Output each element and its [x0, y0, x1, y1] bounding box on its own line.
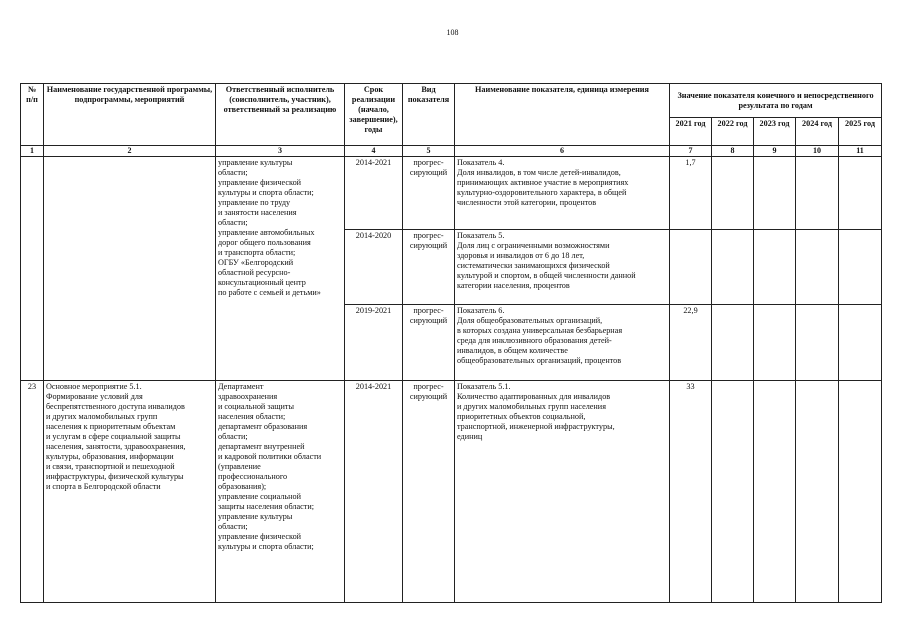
column-number: 6 — [455, 146, 670, 157]
header-responsible: Ответственный исполнитель (соисполнитель, участник), ответственный за реализацию — [216, 84, 345, 146]
row-period: 2014-2020 — [345, 229, 403, 304]
row-period: 2014-2021 — [345, 156, 403, 229]
row-value — [712, 304, 754, 380]
row-value — [712, 380, 754, 602]
row-value — [839, 304, 882, 380]
row-num: 23 — [21, 380, 44, 602]
row-value — [839, 380, 882, 602]
row-value: 1,7 — [670, 156, 712, 229]
header-year: 2024 год — [796, 118, 839, 146]
header-year: 2025 год — [839, 118, 882, 146]
header-kind: Вид показателя — [403, 84, 455, 146]
column-number: 8 — [712, 146, 754, 157]
row-kind: прогрес- сирующий — [403, 156, 455, 229]
column-number: 10 — [796, 146, 839, 157]
row-period: 2014-2021 — [345, 380, 403, 602]
row-indicator: Показатель 4. Доля инвалидов, в том числе детей-инвалидов, принимающих активное участие в мероприятиях культурно-оздоровительного характера, в общей численности этой категории, процентов — [455, 156, 670, 229]
header-indicator: Наименование показателя, единица измерения — [455, 84, 670, 146]
row-value — [839, 156, 882, 229]
row-value — [754, 304, 796, 380]
row-indicator: Показатель 5. Доля лиц с ограниченными возможностями здоровья и инвалидов от 6 до 18 лет, систематически занимающихся физической культурой и спортом, в общей численности данной категории населения, процентов — [455, 229, 670, 304]
row-value — [712, 156, 754, 229]
row-kind: прогрес- сирующий — [403, 380, 455, 602]
row-kind: прогрес- сирующий — [403, 304, 455, 380]
table-row — [21, 380, 882, 602]
header-value-group: Значение показателя конечного и непосредственного результата по годам — [670, 84, 882, 118]
row-num — [21, 156, 44, 380]
row-value — [796, 304, 839, 380]
row-name: Основное мероприятие 5.1. Формирование условий для беспрепятственного доступа инвалидов и других маломобильных групп населения к приоритетным объектам и услугам в сфере социальной защиты населения, занятости, здравоохранения, культуры, образования, информации и связи, транспортной и пешеходной инфраструктуры, физической культуры и спорта в Белгородской области — [44, 380, 216, 602]
row-responsible: Департамент здравоохранения и социальной защиты населения области; департамент образования области; департамент внутренней и кадровой политики области (управление профессионального образования); управление социальной защиты населения области; управление культуры области; управление физической культуры и спорта области; — [216, 380, 345, 602]
column-number-row — [21, 146, 882, 157]
row-indicator: Показатель 5.1. Количество адаптированных для инвалидов и других маломобильных групп населения приоритетных объектов социальной, транспортной, инженерной инфраструктуры, единиц — [455, 380, 670, 602]
header-year: 2023 год — [754, 118, 796, 146]
row-kind: прогрес- сирующий — [403, 229, 455, 304]
column-number: 5 — [403, 146, 455, 157]
row-responsible: управление культуры области; управление физической культуры и спорта области; управление по труду и занятости населения области; управление автомобильных дорог общего пользования и транспорта области; ОГБУ «Белгородский областной ресурсно- консультационный центр по работе с семьей и детьми» — [216, 156, 345, 380]
column-number: 2 — [44, 146, 216, 157]
row-name — [44, 156, 216, 380]
row-value — [754, 380, 796, 602]
header-year: 2021 год — [670, 118, 712, 146]
column-number: 3 — [216, 146, 345, 157]
header-year: 2022 год — [712, 118, 754, 146]
column-number: 4 — [345, 146, 403, 157]
row-value — [670, 229, 712, 304]
column-number: 9 — [754, 146, 796, 157]
row-value — [754, 156, 796, 229]
row-period: 2019-2021 — [345, 304, 403, 380]
table-row — [21, 156, 882, 229]
header-name: Наименование государственной программы, подпрограммы, мероприятий — [44, 84, 216, 146]
column-number: 1 — [21, 146, 44, 157]
row-value — [796, 380, 839, 602]
row-value — [839, 229, 882, 304]
column-number: 11 — [839, 146, 882, 157]
row-value: 22,9 — [670, 304, 712, 380]
row-indicator: Показатель 6. Доля общеобразовательных организаций, в которых создана универсальная безбарьерная среда для инклюзивного образования детей- инвалидов, в общем количестве общеобразовательных организаций, процентов — [455, 304, 670, 380]
header-period: Срок реализации (начало, завершение), годы — [345, 84, 403, 146]
column-number: 7 — [670, 146, 712, 157]
program-table — [20, 83, 882, 603]
header-num: № п/п — [21, 84, 44, 146]
row-value — [796, 156, 839, 229]
row-value — [796, 229, 839, 304]
row-value — [712, 229, 754, 304]
row-value: 33 — [670, 380, 712, 602]
row-value — [754, 229, 796, 304]
page-number: 108 — [446, 28, 459, 37]
